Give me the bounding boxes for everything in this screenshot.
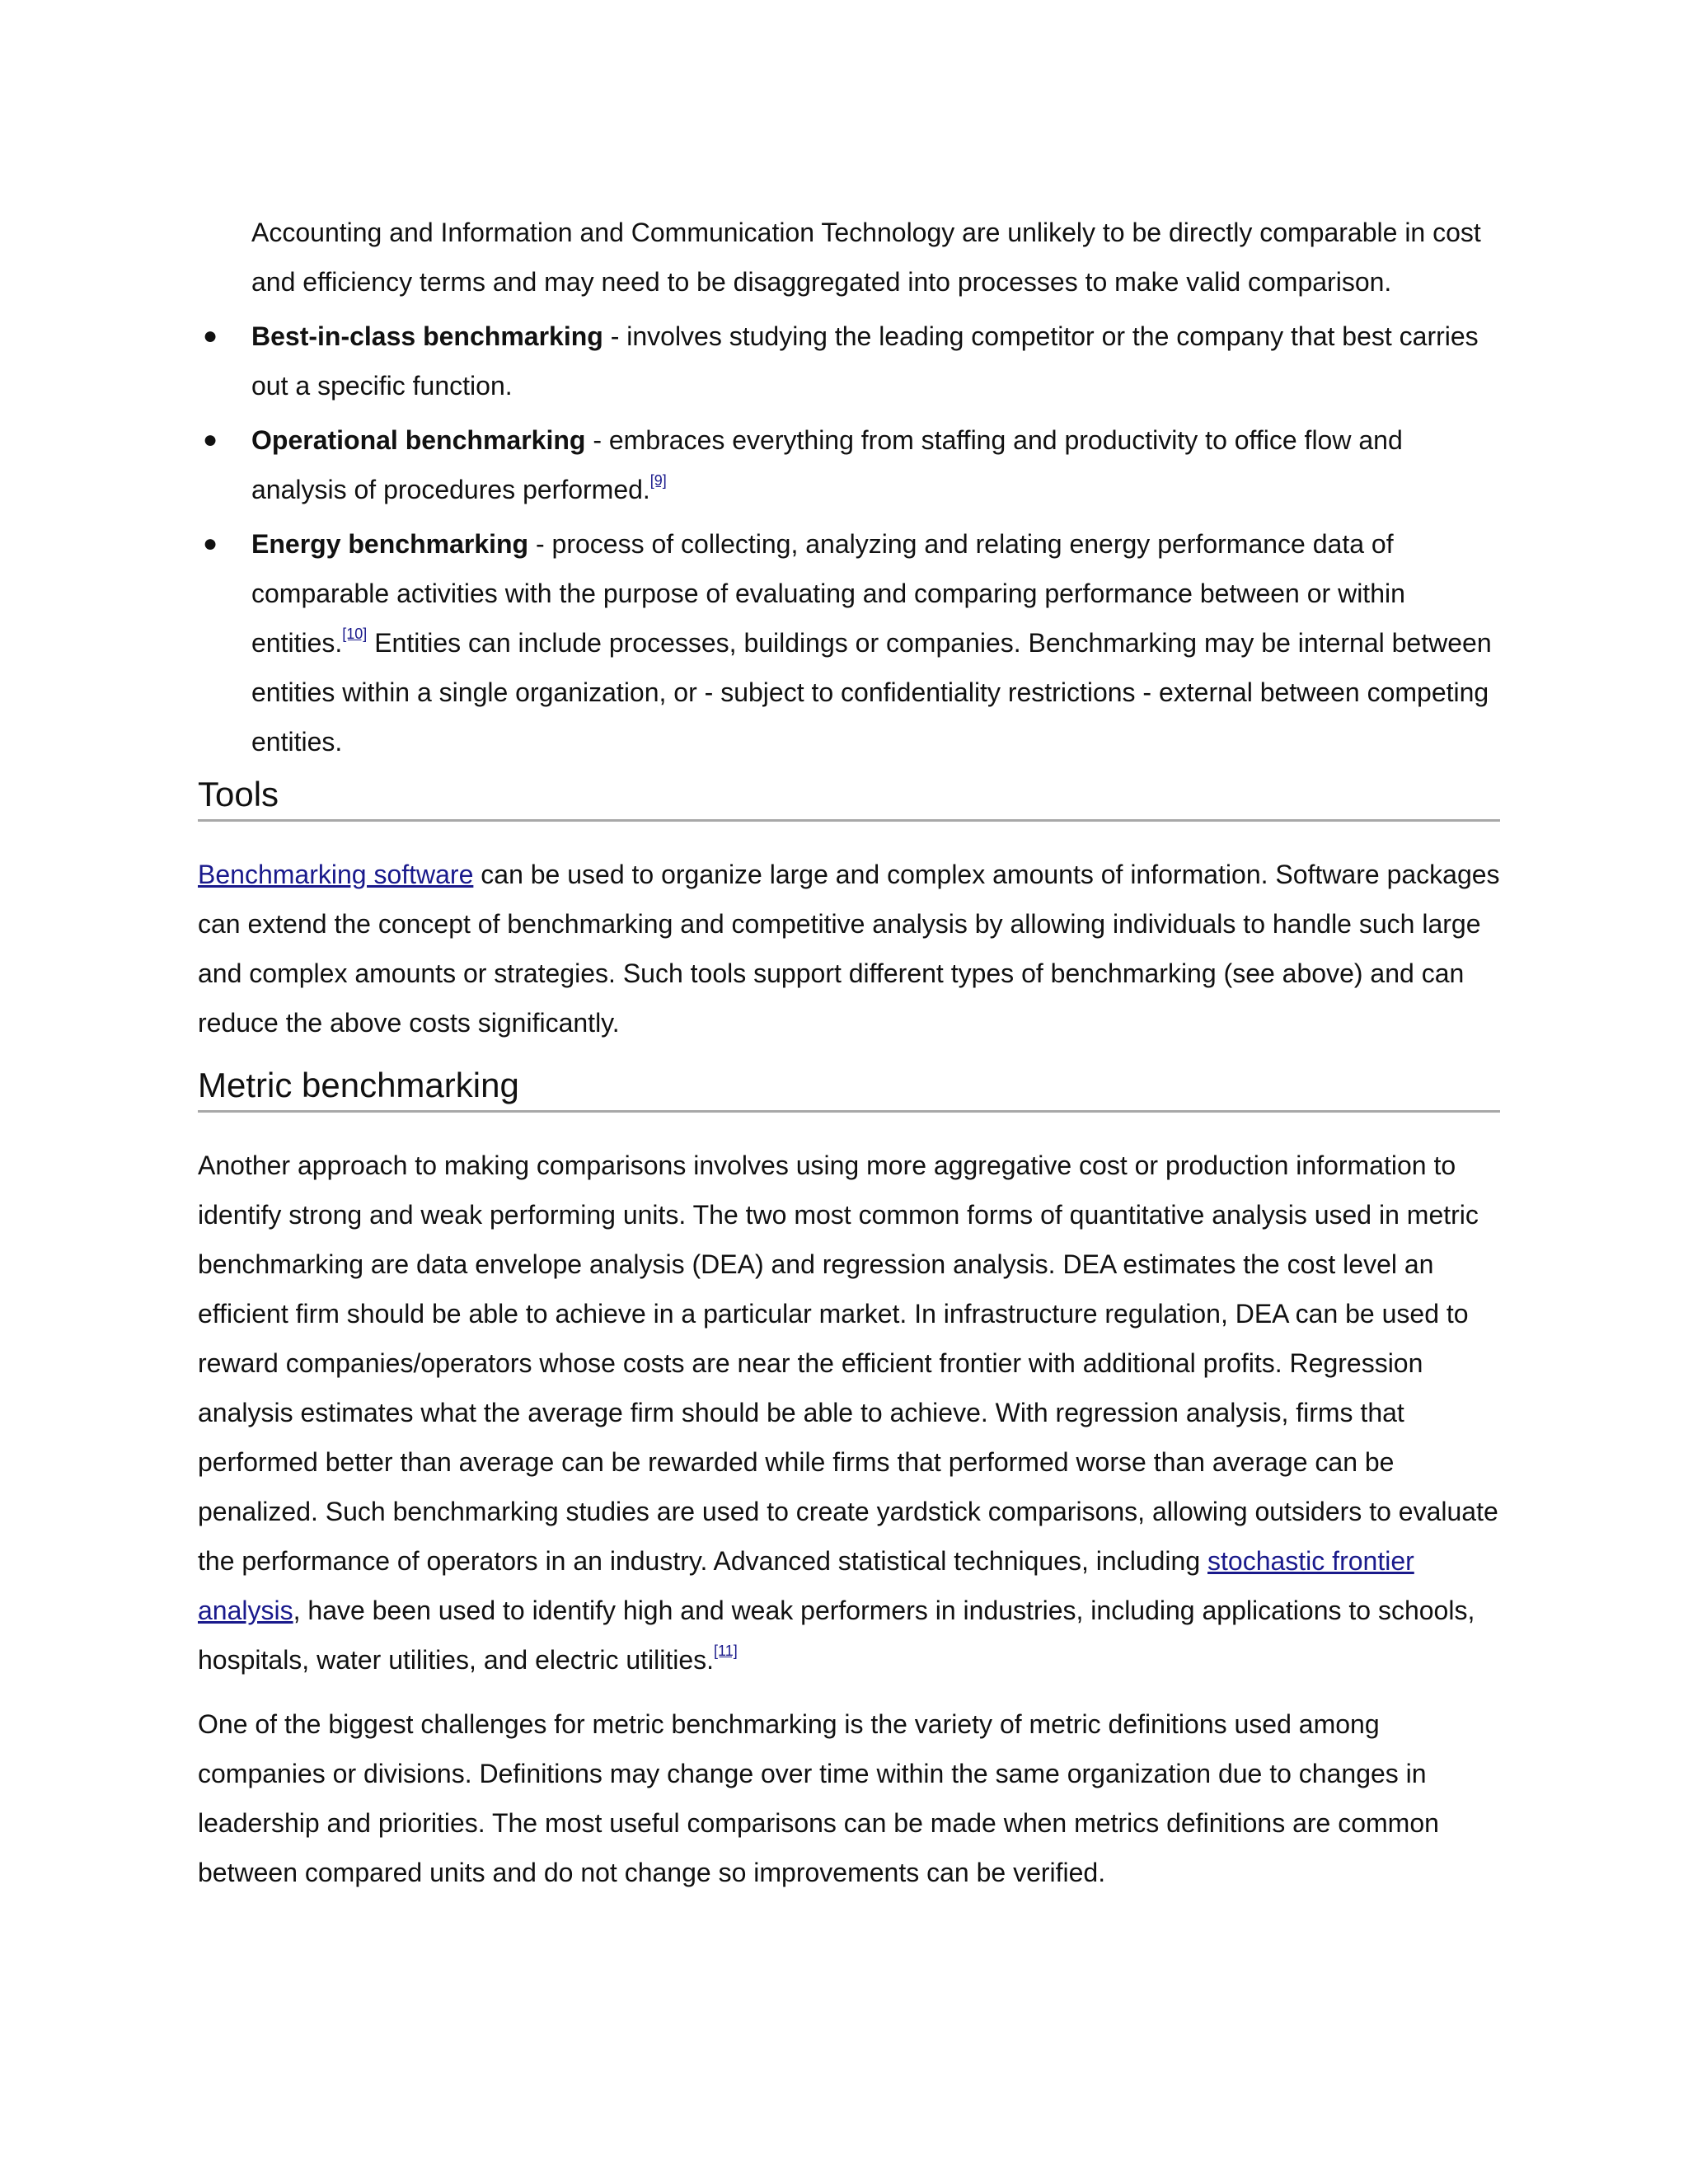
bullet-icon: ●: [203, 322, 218, 349]
citation-10: [342, 626, 367, 642]
intro-continuation: Accounting and Information and Communication Technology are unlikely to be directly comparable in cost and efficiency terms and may need to be disaggregated into processes to make valid comparison.: [251, 218, 1481, 297]
metric-paragraph-2: One of the biggest challenges for metric benchmarking is the variety of metric definitions used among companies or divisions. Definitions may change over time within the same organization due to changes in leadership and priorities. The most useful comparisons can be made when metrics definitions are common between compared units and do not change so improvements can be verified.: [198, 1709, 1439, 1887]
list-item-best-in-class: [198, 312, 1500, 410]
citation-link-11[interactable]: [11]: [714, 1643, 738, 1660]
metric-text-before-link: Another approach to making comparisons involves using more aggregative cost or production information to identify strong and weak performing units. The two most common forms of quantitative analysis used in metric benchmarking are data envelope analysis (DEA) and regression analysis. DEA estimates the cost level an efficient firm should be able to achieve in a particular market. In infrastructure regulation, DEA can be used to reward companies/operators whose costs are near the efficient frontier with additional profits. Regression analysis estimates what the average firm should be able to achieve. With regression analysis, firms that performed better than average can be rewarded while firms that performed worse than average can be penalized. Such benchmarking studies are used to create yardstick comparisons, allowing outsiders to evaluate the performance of operators in an industry. Advanced statistical techniques, including: [198, 1151, 1498, 1576]
term-operational: Operational benchmarking: [251, 425, 586, 455]
desc-operational: - embraces everything from staffing and productivity to office flow and analysis of procedures performed.: [251, 425, 1403, 504]
metric-paragraph-1: [198, 1141, 1500, 1685]
stochastic-frontier-analysis-link[interactable]: stochastic frontier analysis: [198, 1546, 1414, 1625]
desc-best-in-class: - involves studying the leading competitor or the company that best carries out a specific function.: [251, 321, 1479, 401]
term-energy: Energy benchmarking: [251, 529, 529, 559]
desc-energy: - process of collecting, analyzing and relating energy performance data of comparable activities with the purpose of evaluating and comparing performance between or within entities.: [251, 529, 1405, 658]
desc-energy-continued: Entities can include processes, buildings or companies. Benchmarking may be internal between entities within a single organization, or - subject to confidentiality restrictions - external between competing entities.: [251, 628, 1492, 757]
heading-tools: Tools: [198, 771, 1500, 822]
document-page: [198, 208, 1500, 1897]
bullet-icon: ●: [203, 426, 218, 453]
bullet-icon: ●: [203, 530, 218, 557]
benchmarking-software-link[interactable]: Benchmarking software: [198, 860, 474, 889]
citation-9: [650, 472, 667, 489]
term-best-in-class: Best-in-class benchmarking: [251, 321, 603, 351]
list-item-energy: [198, 519, 1500, 766]
list-item-operational: [198, 415, 1500, 514]
heading-metric-benchmarking: Metric benchmarking: [198, 1062, 1500, 1113]
tools-text: can be used to organize large and complex amounts of information. Software packages can extend the concept of benchmarking and competitive analysis by allowing individuals to handle such large and complex amounts or strategies. Such tools support different types of benchmarking (see above) and can reduce the above costs significantly.: [198, 860, 1500, 1038]
tools-paragraph: [198, 850, 1500, 1047]
citation-11: [714, 1643, 738, 1659]
citation-link-9[interactable]: [9]: [649, 472, 667, 490]
metric-text-after-link: , have been used to identify high and weak performers in industries, including applications to schools, hospitals, water utilities, and electric utilities.: [198, 1596, 1475, 1675]
benchmarking-types-list: [198, 312, 1500, 766]
citation-link-10[interactable]: [10]: [342, 626, 368, 643]
